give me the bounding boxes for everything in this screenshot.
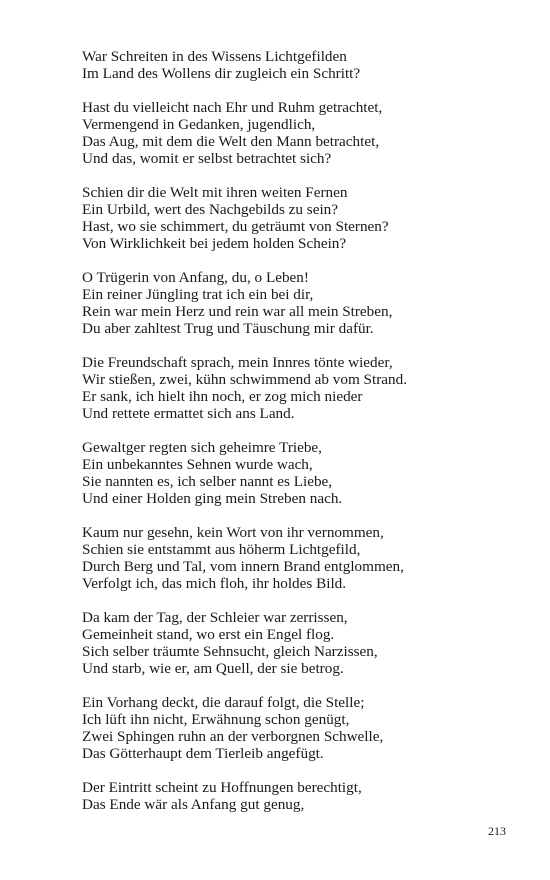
poem-line: Ich lüft ihn nicht, Erwähnung schon genügt, — [82, 711, 350, 728]
poem-line: Kaum nur gesehn, kein Wort von ihr vernommen, — [82, 524, 384, 541]
poem-line: Die Freundschaft sprach, mein Innres tönte wieder, — [82, 354, 393, 371]
stanza — [82, 524, 502, 592]
poem-line: Ein Vorhang deckt, die darauf folgt, die Stelle; — [82, 694, 365, 711]
poem-line: Von Wirklichkeit bei jedem holden Schein? — [82, 235, 347, 252]
poem-line: Im Land des Wollens dir zugleich ein Schritt? — [82, 65, 361, 82]
poem-line: Gemeinheit stand, wo erst ein Engel flog. — [82, 626, 335, 643]
stanza — [82, 269, 502, 337]
stanza — [82, 48, 502, 82]
poem-line: Gewaltger regten sich geheimre Triebe, — [82, 439, 322, 456]
poem-line: O Trügerin von Anfang, du, o Leben! — [82, 269, 309, 286]
poem-line: Hast du vielleicht nach Ehr und Ruhm getrachtet, — [82, 99, 383, 116]
poem-line: Ein unbekanntes Sehnen wurde wach, — [82, 456, 313, 473]
poem-line: Verfolgt ich, das mich floh, ihr holdes Bild. — [82, 575, 347, 592]
poem-line: Das Aug, mit dem die Welt den Mann betrachtet, — [82, 133, 380, 150]
poem-text — [82, 48, 502, 830]
poem-line: Er sank, ich hielt ihn noch, er zog mich nieder — [82, 388, 363, 405]
poem-line: Du aber zahltest Trug und Täuschung mir dafür. — [82, 320, 374, 337]
poem-line: Vermengend in Gedanken, jugendlich, — [82, 116, 316, 133]
poem-line: Wir stießen, zwei, kühn schwimmend ab vom Strand. — [82, 371, 408, 388]
stanza — [82, 184, 502, 252]
poem-line: War Schreiten in des Wissens Lichtgefilden — [82, 48, 347, 65]
poem-line: Durch Berg und Tal, vom innern Brand entglommen, — [82, 558, 404, 575]
poem-line: Und das, womit er selbst betrachtet sich? — [82, 150, 332, 167]
stanza — [82, 694, 502, 762]
poem-line: Ein reiner Jüngling trat ich ein bei dir, — [82, 286, 314, 303]
poem-line: Und rettete ermattet sich ans Land. — [82, 405, 295, 422]
poem-line: Hast, wo sie schimmert, du geträumt von Sternen? — [82, 218, 389, 235]
poem-line: Rein war mein Herz und rein war all mein Streben, — [82, 303, 393, 320]
poem-line: Der Eintritt scheint zu Hoffnungen berechtigt, — [82, 779, 362, 796]
stanza — [82, 609, 502, 677]
poem-line: Sich selber träumte Sehnsucht, gleich Narzissen, — [82, 643, 378, 660]
poem-line: Ein Urbild, wert des Nachgebilds zu sein? — [82, 201, 339, 218]
poem-line: Das Götterhaupt dem Tierleib angefügt. — [82, 745, 324, 762]
poem-line: Sie nannten es, ich selber nannt es Liebe, — [82, 473, 333, 490]
page-number: 213 — [488, 824, 506, 838]
poem-line: Das Ende wär als Anfang gut genug, — [82, 796, 305, 813]
poem-line: Schien dir die Welt mit ihren weiten Fernen — [82, 184, 348, 201]
stanza — [82, 354, 502, 422]
stanza — [82, 99, 502, 167]
poem-line: Zwei Sphingen ruhn an der verborgnen Schwelle, — [82, 728, 384, 745]
stanza — [82, 439, 502, 507]
stanza — [82, 779, 502, 813]
poem-line: Und einer Holden ging mein Streben nach. — [82, 490, 343, 507]
poem-line: Schien sie entstammt aus höherm Lichtgefild, — [82, 541, 361, 558]
poem-line: Und starb, wie er, am Quell, der sie betrog. — [82, 660, 344, 677]
poem-line: Da kam der Tag, der Schleier war zerrissen, — [82, 609, 348, 626]
